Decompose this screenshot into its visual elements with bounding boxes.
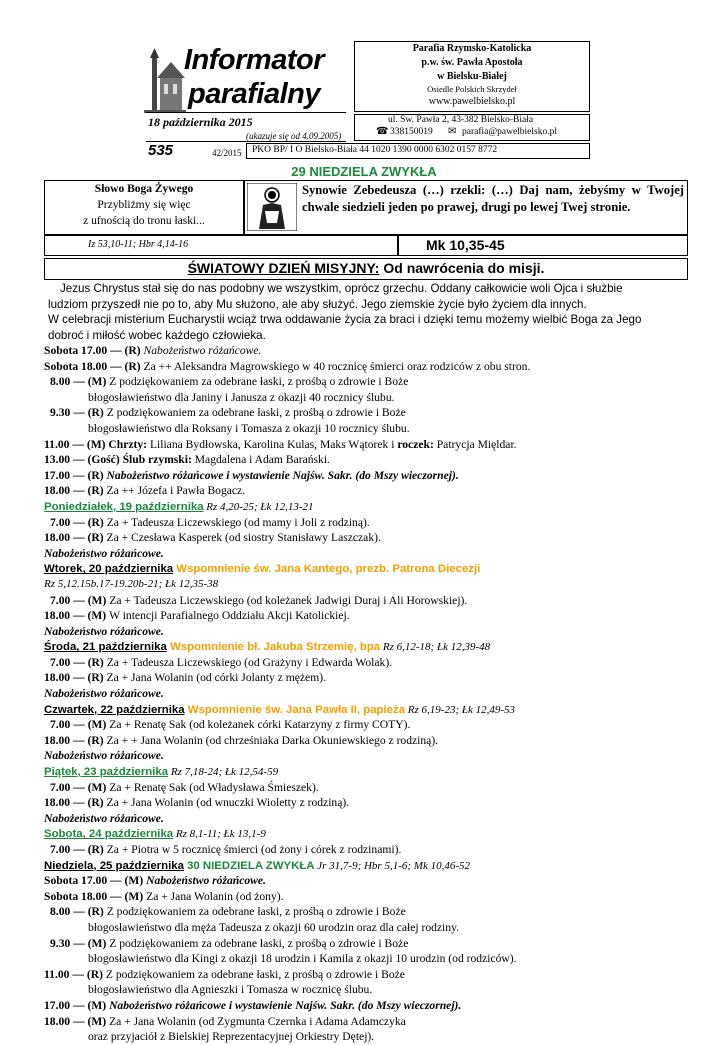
day-saturday: Sobota, 24 października Rz 8,1-11; Łk 13,1-9: [44, 828, 266, 841]
tue-rosary: Nabożeństwo różańcowe.: [44, 624, 164, 638]
sun-mass-1100: 11.00 — (R) Z podziękowaniem za odebrane łaski, z prośbą o zdrowie i Boże: [44, 967, 405, 981]
day-thursday: Czwartek, 22 października Wspomnienie św. Jana Pawła II, papieża Rz 6,19-23; Łk 12,49-53: [44, 703, 516, 716]
sun-mass-1700: 17.00 — (M) Nabożeństwo różańcowe i wystawienie Najśw. Sakr. (do Mszy wieczornej).: [44, 998, 462, 1012]
mass-1300: 13.00 — (Gość) Ślub rzymski: Magdalena i Adam Barański.: [44, 453, 330, 467]
mon-mass-2: 18.00 — (R) Za + Czesława Kasperek (od siostry Stanisławy Laszczak).: [44, 531, 381, 545]
issue-date: 18 października 2015: [148, 115, 253, 129]
parish-website[interactable]: www.pawelbielsko.pl: [428, 96, 516, 107]
gospel-ref: Mk 10,35-45: [426, 237, 505, 253]
issue-code: 42/2015: [212, 148, 242, 158]
fri-mass-2: 18.00 — (R) Za + Jana Wolanin (od wnuczki Wioletty z rodziną).: [44, 796, 350, 810]
mission-line-1: Jezus Chrystus stał się do nas podobny we wszystkim, oprócz grzechu. Oddany całkowicie woli Ojca i służbie: [60, 282, 623, 295]
thu-mass-1: 7.00 — (M) Za + Renatę Sak (od koleżanek córki Katarzyny z firmy COTY).: [50, 718, 411, 732]
word-line-2: z ufnością do tronu łaski...: [83, 215, 205, 227]
thu-rosary: Nabożeństwo różańcowe.: [44, 749, 164, 763]
parish-name-1: Parafia Rzymsko-Katolicka: [412, 43, 532, 54]
parish-name-2: p.w. św. Pawła Apostoła: [421, 57, 523, 68]
wed-mass-2: 18.00 — (R) Za + Jana Wolanin (od córki Jolanty z mężem).: [44, 671, 326, 685]
sun-mass-800-cont: błogosławieństwo dla męża Tadeusza z okazji 60 urodzin oraz dla całej rodziny.: [88, 920, 460, 934]
mass-800-cont: błogosławieństwo dla Janiny i Janusza z okazji 40 rocznicy ślubu.: [88, 390, 395, 404]
sun-mass-930: 9.30 — (M) Z podziękowaniem za odebrane łaski, z prośbą o zdrowie i Boże: [50, 936, 409, 950]
mass-800: 8.00 — (M) Z podziękowaniem za odebrane łaski, z prośbą o zdrowie i Boże: [50, 375, 409, 389]
thu-mass-2: 18.00 — (R) Za + + Jana Wolanin (od chrześniaka Darka Okuniewskiego z rodziną).: [44, 733, 439, 747]
tue-ref: Rz 5,12.15b.17-19.20b-21; Łk 12,35-38: [44, 577, 219, 590]
mission-line-3: W celebracji misterium Eucharystii wciąż trwa oddawanie życia za braci i dzięki temu możemy wielbić Boga za Jego: [48, 313, 642, 326]
church-logo: [142, 48, 188, 116]
sunday-title: 29 NIEDZIELA ZWYKŁA: [291, 164, 437, 179]
sun-mass-1800: 18.00 — (M) Za + Jana Wolanin (od Zygmunta Czernka i Adama Adamczyka: [44, 1014, 406, 1028]
sun-mass-930-cont: błogosławieństwo dla Kingi z okazji 18 urodzin i Kamila z okazji 10 urodzin (od rodziców).: [88, 952, 517, 966]
mission-line-2: ludziom przyszedł nie po to, aby Mu służono, ale aby służyć. Jego ziemskie życie było życiem dla innych.: [48, 297, 587, 311]
mass-sat17: Sobota 17.00 — (R) Nabożeństwo różańcowe.: [44, 344, 262, 357]
day-monday: Poniedziałek, 19 października Rz 4,20-25; Łk 12,13-21: [44, 500, 314, 513]
mass-1800: 18.00 — (R) Za ++ Józefa i Pawła Bogacz.: [44, 484, 246, 498]
mission-line-4: dobroć i miłość wobec każdego człowieka.: [48, 328, 266, 342]
word-title: Słowo Boga Żywego: [94, 183, 194, 195]
sun-mass-800: 8.00 — (R) Z podziękowaniem za odebrane łaski, z prośbą o zdrowie i Boże: [50, 905, 406, 919]
parish-district: Osiedle Polskich Skrzydeł: [427, 84, 517, 94]
parish-phone: 338150019: [390, 127, 433, 137]
mission-title-main: ŚWIATOWY DZIEŃ MISYJNY:: [187, 260, 380, 276]
day-sunday: Niedziela, 25 października 30 NIEDZIELA ZWYKŁA Jr 31,7-9; Hbr 5,1-6; Mk 10,46-52: [44, 859, 470, 872]
tue-mass-2: 18.00 — (M) W intencji Parafialnego Oddziału Akcji Katolickiej.: [44, 609, 350, 623]
day-tuesday: Wtorek, 20 października Wspomnienie św. Jana Kantego, prezb. Patrona Diecezji: [44, 563, 481, 576]
fri-rosary: Nabożeństwo różańcowe.: [44, 811, 164, 825]
fri-mass-1: 7.00 — (M) Za + Renatę Sak (od Władysława Śmieszek).: [50, 780, 319, 794]
mission-title: [44, 260, 688, 276]
wed-mass-1: 7.00 — (R) Za + Tadeusza Liczewskiego (od Grażyny i Edwarda Wolak).: [50, 655, 393, 669]
mission-title-sub: Od nawrócenia do misji.: [379, 260, 545, 276]
mon-rosary: Nabożeństwo różańcowe.: [44, 546, 164, 560]
issue-since: (ukazuje się od 4.09.2005): [246, 131, 342, 141]
apostles-icon: [247, 183, 297, 231]
parish-address: ul. Św. Pawła 2, 43-382 Bielsko-Biała: [388, 115, 534, 125]
sun-mass-1100-cont: błogosławieństwo dla Agnieszki i Tomasza w rocznicę ślubu.: [88, 983, 373, 997]
masthead-title-1: Informator: [184, 44, 324, 76]
schedule: [44, 343, 704, 1045]
sun-mass-a17: Sobota 17.00 — (M) Nabożeństwo różańcowe.: [44, 874, 266, 888]
mass-930: 9.30 — (R) Z podziękowaniem za odebrane łaski, z prośbą o zdrowie i Boże: [50, 406, 406, 420]
readings: Iz 53,10-11; Hbr 4,14-16: [88, 239, 189, 250]
mission-paragraph: [44, 281, 704, 343]
mass-1100: 11.00 — (M) Chrzty: Liliana Bydłowska, Karolina Kulas, Maks Wątorek i roczek: Patrycja Mięldar.: [44, 437, 517, 451]
apostles-image: [247, 183, 297, 231]
sat-mass-1: 7.00 — (R) Za + Piotra w 5 rocznicę śmierci (od żony i córek z rodzinami).: [50, 843, 402, 856]
word-line-1: Przybliżmy się więc: [97, 199, 191, 211]
masthead-underline: [146, 112, 346, 113]
parish-name-3: w Bielsku-Białej: [437, 71, 507, 82]
email-icon: ✉: [448, 126, 457, 137]
mass-1700: 17.00 — (R) Nabożeństwo różańcowe i wystawienie Najśw. Sakr. (do Mszy wieczornej).: [44, 468, 459, 482]
phone-icon: ☎: [376, 126, 389, 137]
parish-email[interactable]: parafia@pawelbielsko.pl: [462, 127, 558, 137]
sun-mass-1800-cont: oraz przyjaciół z Bielskiej Reprezentacyjnej Orkiestry Dętej).: [88, 1030, 375, 1044]
day-friday: Piątek, 23 października Rz 7,18-24; Łk 12,54-59: [44, 766, 279, 779]
issue-number: 535: [148, 142, 174, 159]
masthead-rule: [146, 141, 346, 142]
masthead-title-2: parafialny: [188, 78, 320, 110]
day-wednesday: Środa, 21 października Wspomnienie bł. Jakuba Strzemię, bpa Rz 6,12-18; Łk 12,39-48: [44, 641, 491, 654]
wed-rosary: Nabożeństwo różańcowe.: [44, 687, 164, 701]
church-icon: [142, 48, 188, 116]
sun-mass-a18: Sobota 18.00 — (M) Za + Jana Wolanin (od żony).: [44, 889, 284, 903]
tue-mass-1: 7.00 — (M) Za + Tadeusza Liczewskiego (od koleżanek Jadwigi Duraj i Ali Horowskiej).: [50, 593, 468, 607]
gospel-quote: Synowie Zebedeusza (…) rzekli: (…) Daj nam, żebyśmy w Twojej chwale siedzieli jeden po prawej, drugi po lewej Twej stronie.: [302, 183, 684, 214]
mon-mass-1: 7.00 — (R) Za + Tadeusza Liczewskiego (od mamy i Joli z rodziną).: [50, 515, 370, 529]
bank-account: PKO BP/ I O Bielsko-Biała 44 1020 1390 0000 6302 0157 8772: [252, 145, 498, 155]
mass-930-cont: błogosławieństwo dla Roksany i Tomasza z okazji 10 rocznicy ślubu.: [88, 421, 410, 435]
mass-sat18: Sobota 18.00 — (R) Za ++ Aleksandra Magrowskiego w 40 rocznicę śmierci oraz rodziców z obu stron.: [44, 359, 531, 373]
